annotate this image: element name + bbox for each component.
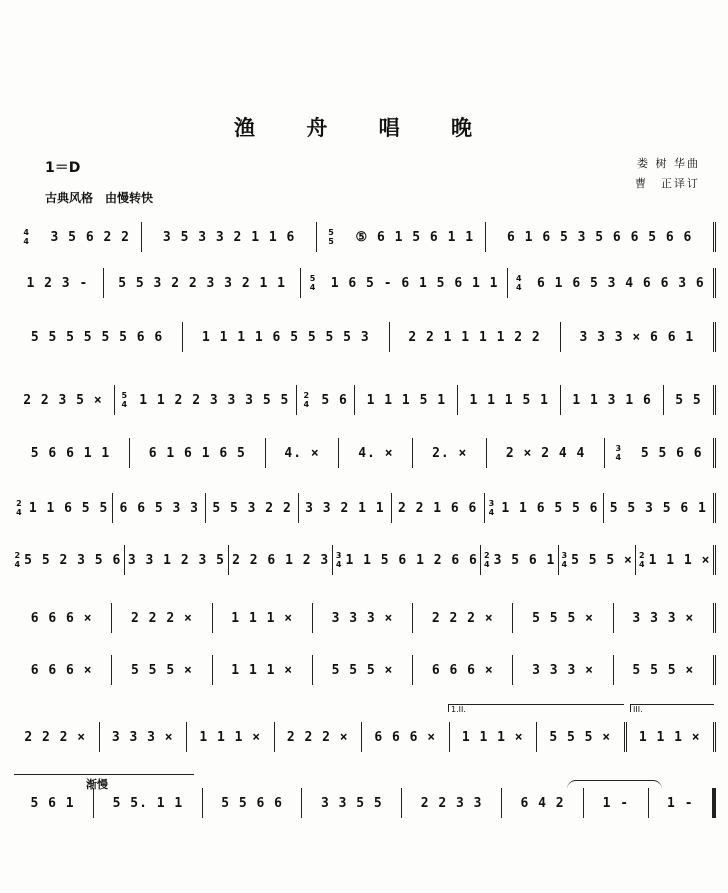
- composer-credit: 娄 树 华曲: [637, 157, 700, 170]
- measure-notes: 3 5 6 1: [493, 552, 556, 568]
- measure-notes: 3 3 3 ×: [632, 610, 695, 626]
- time-signature: [561, 551, 567, 569]
- measure-notes: 5 5 6 6: [640, 445, 703, 461]
- ritardando-line: [14, 774, 194, 775]
- time-signature-bottom: 4: [14, 560, 21, 569]
- measure: [302, 788, 402, 818]
- measure-notes: 1 6 5 - 6 1 5 6 1 1: [330, 275, 499, 291]
- measure: [299, 493, 392, 523]
- measure-notes: 5 6 6 1 1: [30, 445, 111, 461]
- measure-notes: 4. ×: [358, 445, 394, 461]
- measure-notes: 1 1 5 6 1 2 6 6: [345, 552, 478, 568]
- measure-notes: 3 3 3 × 6 6 1: [579, 329, 695, 345]
- measure: [12, 493, 113, 523]
- measure-notes: 5 5 5 ×: [571, 552, 633, 568]
- measure-notes: 2 2 6 1 2 3: [232, 552, 330, 568]
- measure-notes: 1 -: [667, 795, 694, 811]
- measure: [100, 722, 188, 752]
- time-signature-bottom: 4: [638, 560, 645, 569]
- measure: [614, 603, 716, 633]
- measure: [115, 385, 297, 415]
- score-row: [12, 385, 716, 415]
- time-signature-top: 4: [515, 274, 522, 283]
- tempo-marking: 古典风格 由慢转快: [45, 191, 154, 205]
- measure-notes: 3 3 3 ×: [331, 610, 394, 626]
- measure: [636, 545, 716, 575]
- measure-notes: 1 1 1 1 6 5 5 5 5 3: [201, 329, 370, 345]
- time-signature: [489, 499, 495, 517]
- volta-first-label: 1.II.: [451, 705, 466, 714]
- score-row: [12, 268, 716, 298]
- measure: [627, 722, 717, 752]
- key-signature: 1＝D: [45, 160, 81, 176]
- measure-notes: 5 5 5 ×: [532, 610, 594, 626]
- measure: [113, 493, 206, 523]
- measure-notes: 6 1 6 5 3 5 6 6 5 6 6: [507, 229, 693, 245]
- time-signature-bottom: 4: [23, 237, 29, 246]
- measure-notes: 6 1 6 1 6 5: [148, 445, 246, 461]
- time-signature-top: 3: [561, 551, 568, 560]
- measure: [481, 545, 559, 575]
- measure: [584, 788, 648, 818]
- measure-notes: 3 3 2 1 1: [305, 500, 385, 516]
- score-row: [12, 493, 716, 523]
- score-row: [12, 722, 716, 752]
- measure: [458, 385, 561, 415]
- measure: [450, 722, 538, 752]
- score-title: 渔 舟 唱 晚: [234, 115, 494, 140]
- time-signature-top: 5: [309, 274, 316, 283]
- measure-notes: 6 4 2: [520, 795, 565, 811]
- measure-notes: 1 1 3 1 6: [572, 392, 652, 408]
- time-signature: [616, 444, 622, 462]
- measure: [104, 268, 302, 298]
- measure: [333, 545, 481, 575]
- time-signature-bottom: 4: [309, 283, 316, 292]
- measure: [187, 722, 275, 752]
- measure: [12, 385, 115, 415]
- ending-slur: [567, 780, 662, 789]
- measure-notes: 2 2 2 ×: [24, 729, 87, 745]
- measure-notes: 1 1 2 2 3 3 3 5 5: [139, 392, 290, 408]
- measure: [390, 322, 561, 352]
- measure: [142, 222, 317, 252]
- measure: [313, 603, 413, 633]
- measure: [559, 545, 637, 575]
- score-row: [12, 545, 716, 575]
- measure: [12, 322, 183, 352]
- time-signature: [121, 391, 127, 409]
- score-row: [12, 322, 716, 352]
- time-signature-top: 2: [638, 551, 645, 560]
- time-signature-bottom: 5: [328, 237, 334, 246]
- measure-notes: 5 5. 1 1: [112, 795, 184, 811]
- measure-notes: 1 2 3 -: [26, 275, 89, 291]
- measure-notes: 5 5 2 3 5 6: [24, 552, 122, 568]
- measure: [206, 493, 299, 523]
- measure-notes: 6 6 6 ×: [374, 729, 437, 745]
- measure-notes: 5 5 5 ×: [131, 662, 193, 678]
- measure: [203, 788, 303, 818]
- measure: [339, 438, 413, 468]
- time-signature-top: 4: [23, 228, 29, 237]
- measure: [402, 788, 502, 818]
- measure-notes: 5 5 3 2 2: [212, 500, 292, 516]
- measure-notes: 5 6 1: [30, 795, 75, 811]
- time-signature: [23, 228, 29, 246]
- measure: [12, 222, 142, 252]
- measure-notes: 2 2 3 5 ×: [23, 392, 103, 408]
- time-signature-top: 5: [121, 391, 128, 400]
- time-signature-bottom: 4: [615, 453, 622, 462]
- time-signature: [639, 551, 645, 569]
- measure: [313, 655, 413, 685]
- measure-notes: 5 5 5 ×: [549, 729, 612, 745]
- measure-notes: 3 3 1 2 3 5: [127, 552, 225, 568]
- measure-notes: 6 1 6 5 3 4 6 6 3 6: [537, 275, 705, 291]
- measure-notes: 1 1 1 ×: [231, 610, 294, 626]
- measure-notes: 4. ×: [284, 445, 320, 461]
- time-signature-bottom: 4: [121, 400, 128, 409]
- measure: [12, 438, 130, 468]
- time-signature-bottom: 4: [561, 560, 568, 569]
- measure: [94, 788, 203, 818]
- measure: [513, 655, 613, 685]
- measure: [213, 603, 313, 633]
- volta-second-ending: [630, 704, 714, 712]
- measure-notes: 6 6 5 3 3: [119, 500, 199, 516]
- measure: [485, 493, 604, 523]
- measure-notes: 1 1 6 5 5: [28, 500, 109, 516]
- measure-notes: 2 × 2 4 4: [505, 445, 586, 461]
- measure-notes: 3 5 6 2 2: [50, 229, 130, 245]
- measure: [664, 385, 716, 415]
- measure: [502, 788, 584, 818]
- time-signature: [328, 228, 334, 246]
- measure-notes: 1 1 1 5 1: [366, 392, 447, 408]
- measure: [266, 438, 340, 468]
- measure: [12, 268, 104, 298]
- measure: [301, 268, 507, 298]
- measure: [130, 438, 266, 468]
- measure: [614, 655, 716, 685]
- time-signature: [484, 551, 490, 569]
- score-row: [12, 603, 716, 633]
- measure-notes: 6 6 6 ×: [431, 662, 494, 678]
- measure-notes: 2 2 3 3: [420, 795, 483, 811]
- measure-notes: 5 6: [321, 392, 348, 408]
- time-signature: [516, 274, 522, 292]
- measure: [508, 268, 716, 298]
- time-signature-top: 3: [615, 444, 622, 453]
- measure: [12, 603, 112, 633]
- measure: [537, 722, 627, 752]
- measure: [561, 322, 716, 352]
- measure-notes: 2 2 1 6 6: [397, 500, 478, 516]
- measure-notes: 5 5 5 5 5 5 6 6: [30, 329, 164, 345]
- measure-notes: 3 3 3 ×: [532, 662, 594, 678]
- time-signature: [336, 551, 342, 569]
- score-row: [12, 222, 716, 252]
- time-signature-bottom: 4: [303, 400, 310, 409]
- time-signature: [15, 551, 21, 569]
- time-signature-bottom: 4: [483, 560, 490, 569]
- measure-notes: 2 2 2 ×: [431, 610, 494, 626]
- time-signature-top: 3: [488, 499, 495, 508]
- measure: [413, 603, 513, 633]
- measure-notes: 5 5 5 ×: [331, 662, 394, 678]
- score-row: [12, 788, 716, 818]
- measure: [12, 545, 125, 575]
- measure: [12, 788, 94, 818]
- time-signature-bottom: 4: [488, 508, 495, 517]
- measure-notes: 5 5 5 ×: [632, 662, 695, 678]
- measure-notes: ⑤ 6 1 5 6 1 1: [355, 229, 475, 245]
- measure-notes: 3 3 5 5: [320, 795, 383, 811]
- measure-notes: 5 5 3 2 2 3 3 2 1 1: [118, 275, 286, 291]
- measure: [183, 322, 389, 352]
- measure-notes: 2. ×: [432, 445, 468, 461]
- measure-notes: 5 5 3 5 6 1: [609, 500, 707, 516]
- time-signature-top: 2: [483, 551, 490, 560]
- measure-notes: 1 -: [602, 795, 630, 811]
- measure: [362, 722, 450, 752]
- measure-notes: 1 1 6 5 5 6: [501, 500, 599, 516]
- time-signature-bottom: 4: [335, 560, 342, 569]
- measure: [605, 438, 716, 468]
- time-signature: [310, 274, 316, 292]
- measure-notes: 3 5 3 3 2 1 1 6: [162, 229, 296, 245]
- time-signature-top: 3: [335, 551, 342, 560]
- score-row: [12, 655, 716, 685]
- measure: [649, 788, 716, 818]
- measure-notes: 1 1 1 ×: [199, 729, 262, 745]
- time-signature-bottom: 4: [515, 283, 522, 292]
- arranger-credit: 曹 正译订: [635, 177, 700, 190]
- measure-notes: 2 2 2 ×: [131, 610, 193, 626]
- measure: [112, 655, 212, 685]
- measure: [487, 438, 605, 468]
- measure-notes: 1 1 1 5 1: [469, 392, 549, 408]
- measure: [486, 222, 716, 252]
- measure: [297, 385, 355, 415]
- measure-notes: 1 1 1 ×: [461, 729, 524, 745]
- measure-notes: 6 6 6 ×: [30, 662, 93, 678]
- measure: [604, 493, 716, 523]
- measure: [12, 655, 112, 685]
- measure: [229, 545, 333, 575]
- time-signature: [16, 499, 22, 517]
- time-signature-top: 2: [303, 391, 310, 400]
- measure: [213, 655, 313, 685]
- measure: [12, 722, 100, 752]
- measure-notes: 2 2 1 1 1 1 2 2: [408, 329, 541, 345]
- measure: [355, 385, 458, 415]
- measure: [125, 545, 229, 575]
- time-signature-top: 2: [14, 551, 21, 560]
- measure-notes: 5 5: [675, 392, 702, 408]
- time-signature-bottom: 4: [16, 508, 22, 517]
- measure: [413, 655, 513, 685]
- measure-notes: 1 1 1 ×: [231, 662, 294, 678]
- measure: [112, 603, 212, 633]
- time-signature-top: 2: [16, 499, 22, 508]
- score-row: [12, 438, 716, 468]
- measure: [513, 603, 613, 633]
- measure: [317, 222, 486, 252]
- measure-notes: 2 2 2 ×: [286, 729, 349, 745]
- measure: [392, 493, 485, 523]
- measure-notes: 5 5 6 6: [221, 795, 283, 811]
- measure-notes: 1 1 1 ×: [648, 552, 711, 568]
- time-signature-top: 5: [328, 228, 334, 237]
- measure: [275, 722, 363, 752]
- measure: [413, 438, 487, 468]
- volta-first-ending: [448, 704, 624, 712]
- measure-notes: 6 6 6 ×: [30, 610, 93, 626]
- time-signature: [304, 391, 310, 409]
- volta-second-label: III.: [633, 705, 643, 714]
- ritardando-mark: 渐慢: [86, 778, 108, 791]
- measure-notes: 3 3 3 ×: [111, 729, 174, 745]
- measure: [561, 385, 664, 415]
- measure-notes: 1 1 1 ×: [638, 729, 701, 745]
